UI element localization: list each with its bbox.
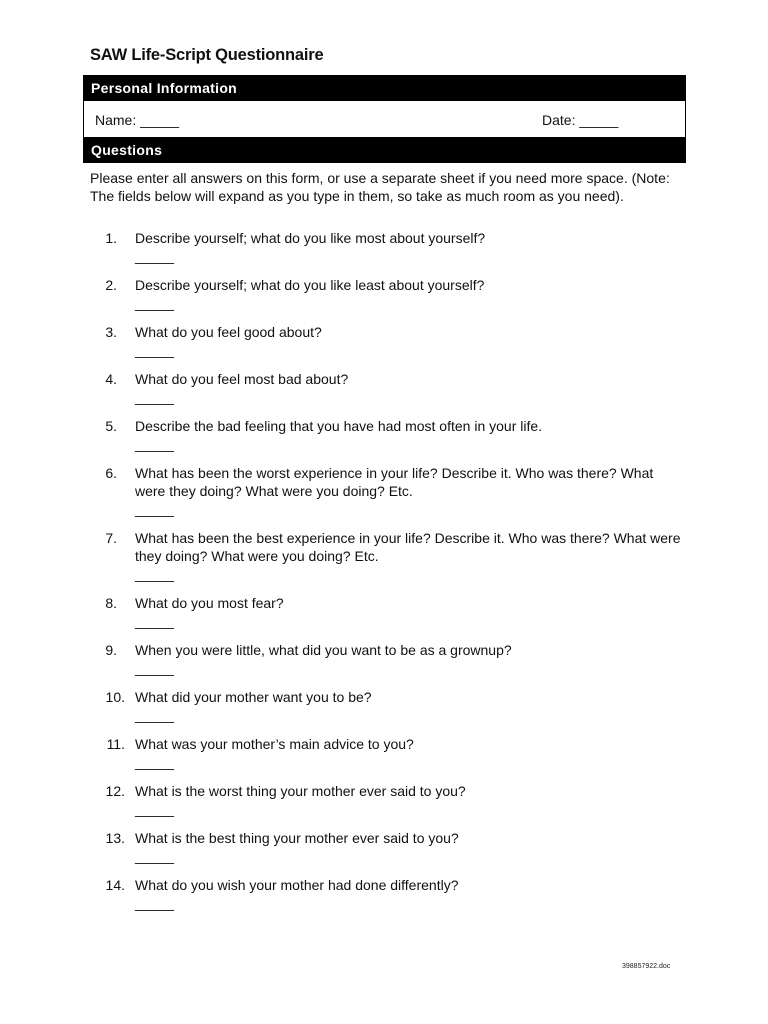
- question-item: [90, 876, 686, 912]
- answer-field[interactable]: _____: [135, 895, 174, 911]
- question-text: What has been the worst experience in your life? Describe it. Who was there? What were they doing? What were you doing? Etc.: [135, 465, 654, 499]
- question-number: 7.: [105, 530, 117, 546]
- question-item: [90, 464, 686, 518]
- personal-info-row: [83, 101, 686, 137]
- answer-field[interactable]: _____: [135, 707, 174, 723]
- question-number: 11.: [106, 736, 125, 752]
- question-item: [90, 829, 686, 865]
- answer-field[interactable]: _____: [135, 613, 174, 629]
- question-text: What is the best thing your mother ever said to you?: [135, 830, 459, 846]
- personal-information-header: Personal Information: [83, 75, 686, 101]
- question-text: What do you wish your mother had done differently?: [135, 877, 459, 893]
- question-item: [90, 688, 686, 724]
- question-text: What do you feel most bad about?: [135, 371, 349, 387]
- answer-field[interactable]: _____: [135, 436, 174, 452]
- question-number: 5.: [105, 418, 117, 434]
- question-list: [90, 229, 686, 923]
- name-field[interactable]: [95, 112, 179, 128]
- question-number: 1.: [105, 230, 117, 246]
- question-item: [90, 735, 686, 771]
- answer-field[interactable]: _____: [135, 566, 174, 582]
- question-text: What is the worst thing your mother ever said to you?: [135, 783, 466, 799]
- question-item: [90, 229, 686, 265]
- question-text: Describe yourself; what do you like least about yourself?: [135, 277, 485, 293]
- answer-field[interactable]: _____: [135, 389, 174, 405]
- answer-field[interactable]: _____: [135, 248, 174, 264]
- question-number: 3.: [105, 324, 117, 340]
- answer-field[interactable]: _____: [135, 660, 174, 676]
- answer-field[interactable]: _____: [135, 501, 174, 517]
- question-number: 12.: [105, 783, 125, 799]
- question-text: What do you feel good about?: [135, 324, 322, 340]
- questions-header: Questions: [83, 137, 686, 163]
- question-number: 14.: [105, 877, 125, 893]
- question-item: [90, 370, 686, 406]
- document-title: SAW Life-Script Questionnaire: [90, 46, 324, 64]
- answer-field[interactable]: _____: [135, 801, 174, 817]
- question-text: When you were little, what did you want to be as a grownup?: [135, 642, 512, 658]
- question-number: 9.: [105, 642, 117, 658]
- name-input[interactable]: _____: [140, 112, 180, 128]
- question-item: [90, 529, 686, 583]
- date-input[interactable]: _____: [579, 112, 619, 128]
- question-item: [90, 323, 686, 359]
- date-label: Date:: [542, 112, 576, 128]
- instructions-text: Please enter all answers on this form, or use a separate sheet if you need more space. (Note: The fields below will expand as you type in them, so take as much room as you need).: [90, 170, 670, 204]
- question-text: What has been the best experience in your life? Describe it. Who was there? What were they doing? What were you doing? Etc.: [135, 530, 681, 564]
- question-text: What was your mother’s main advice to you?: [135, 736, 414, 752]
- question-item: [90, 782, 686, 818]
- question-item: [90, 417, 686, 453]
- document-footer-code: 398857922.doc: [622, 963, 671, 970]
- question-number: 10.: [105, 689, 125, 705]
- question-text: What did your mother want you to be?: [135, 689, 372, 705]
- question-number: 13.: [105, 830, 125, 846]
- question-number: 4.: [105, 371, 117, 387]
- name-label: Name:: [95, 112, 137, 128]
- answer-field[interactable]: _____: [135, 848, 174, 864]
- date-field[interactable]: [542, 112, 618, 128]
- question-number: 8.: [105, 595, 117, 611]
- question-number: 2.: [105, 277, 117, 293]
- question-item: [90, 641, 686, 677]
- question-item: [90, 594, 686, 630]
- answer-field[interactable]: _____: [135, 342, 174, 358]
- question-item: [90, 276, 686, 312]
- question-text: Describe yourself; what do you like most about yourself?: [135, 230, 486, 246]
- question-text: Describe the bad feeling that you have had most often in your life.: [135, 418, 543, 434]
- answer-field[interactable]: _____: [135, 295, 174, 311]
- question-text: What do you most fear?: [135, 595, 284, 611]
- answer-field[interactable]: _____: [135, 754, 174, 770]
- question-number: 6.: [105, 465, 117, 481]
